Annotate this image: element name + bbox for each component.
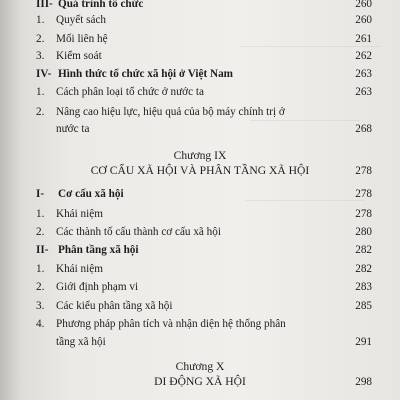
toc-entry-number: 3. — [36, 300, 45, 312]
toc-entry-number: I- — [36, 188, 45, 200]
page-number: 280 — [355, 226, 372, 238]
toc-item-row[interactable] — [0, 334, 400, 351]
page-number: 278 — [355, 208, 372, 220]
page-number: 282 — [355, 263, 372, 275]
toc-entry-title: Hình thức tổ chức xã hội ở Việt Nam — [58, 68, 234, 80]
toc-entry-title: Quyết sách — [56, 14, 107, 26]
page-number: 278 — [355, 165, 372, 177]
toc-entry-title: Cơ cấu xã hội — [58, 188, 124, 200]
toc-section-row[interactable] — [0, 66, 400, 83]
page-number: 263 — [355, 86, 372, 98]
toc-entry-number: 4. — [36, 318, 45, 330]
toc-entry-title: Giới định phạm vi — [56, 281, 139, 293]
toc-section-row[interactable] — [0, 242, 400, 259]
chapter-number: Chương X — [175, 360, 225, 373]
toc-entry-title: Mối liên hệ — [56, 33, 108, 45]
page-number: 260 — [355, 14, 372, 26]
toc-entry-title: Nâng cao hiệu lực, hiệu quả của bộ máy chính trị ở — [56, 106, 285, 118]
toc-item-row[interactable] — [0, 279, 400, 296]
toc-entry-number: III- — [36, 0, 53, 10]
page-number: 283 — [355, 281, 372, 293]
toc-item-row[interactable] — [0, 84, 400, 101]
toc-entry-number: 2. — [36, 281, 45, 293]
toc-entry-title: Quá trình tổ chức — [58, 0, 144, 10]
toc-entry-number: 2. — [36, 106, 45, 118]
toc-entry-title: Khái niệm — [56, 263, 103, 275]
toc-entry-number: 1. — [36, 86, 45, 98]
toc-entry-title: Phương pháp phân tích và nhận diện hệ thống phân — [56, 318, 286, 330]
page-number: 291 — [355, 336, 372, 348]
page-number: 285 — [355, 300, 372, 312]
toc-entry-number: 3. — [36, 50, 45, 62]
toc-entry-number: 1. — [36, 14, 45, 26]
toc-item-row[interactable] — [0, 12, 400, 29]
toc-item-row[interactable] — [0, 121, 400, 138]
chapter-title: CƠ CẤU XÃ HỘI VÀ PHÂN TẦNG XÃ HỘI — [90, 164, 310, 177]
page-number: 261 — [355, 33, 372, 45]
toc-item-row[interactable] — [0, 206, 400, 223]
page-number: 262 — [355, 50, 372, 62]
chapter-page-row — [0, 374, 400, 391]
toc-item-row[interactable] — [0, 31, 400, 48]
toc-item-row[interactable] — [0, 316, 400, 333]
toc-entry-title: Cách phân loại tổ chức ở nước ta — [56, 86, 204, 98]
toc-entry-title: tầng xã hội — [56, 336, 106, 348]
toc-entry-title: nước ta — [56, 123, 90, 135]
toc-entry-number: 2. — [36, 226, 45, 238]
toc-entry-number: 1. — [36, 208, 45, 220]
toc-entry-number: 1. — [36, 263, 45, 275]
toc-entry-number: IV- — [36, 68, 52, 80]
toc-entry-title: Các kiểu phân tầng xã hội — [56, 300, 173, 312]
toc-item-row[interactable] — [0, 224, 400, 241]
page-number: 268 — [355, 123, 372, 135]
toc-item-row[interactable] — [0, 298, 400, 315]
chapter-page-row — [0, 163, 400, 180]
toc-entry-title: Kiểm soát — [56, 50, 102, 62]
toc-entry-number: 2. — [36, 33, 45, 45]
toc-section-row[interactable] — [0, 186, 400, 203]
page-number: 278 — [355, 188, 372, 200]
toc-entry-title: Phân tầng xã hội — [58, 244, 139, 256]
toc-entry-title: Các thành tố cấu thành cơ cấu xã hội — [56, 226, 221, 238]
page-number: 298 — [355, 376, 372, 388]
toc-entry-title: Khái niệm — [56, 208, 103, 220]
toc-item-row[interactable] — [0, 48, 400, 65]
toc-entry-number: II- — [36, 244, 49, 256]
page-number: 263 — [355, 68, 372, 80]
toc-item-row[interactable] — [0, 104, 400, 121]
chapter-title: DI ĐỘNG XÃ HỘI — [154, 375, 246, 388]
page-number: 260 — [355, 0, 372, 10]
chapter-number: Chương IX — [173, 149, 227, 162]
page-number: 282 — [355, 244, 372, 256]
toc-item-row[interactable] — [0, 261, 400, 278]
